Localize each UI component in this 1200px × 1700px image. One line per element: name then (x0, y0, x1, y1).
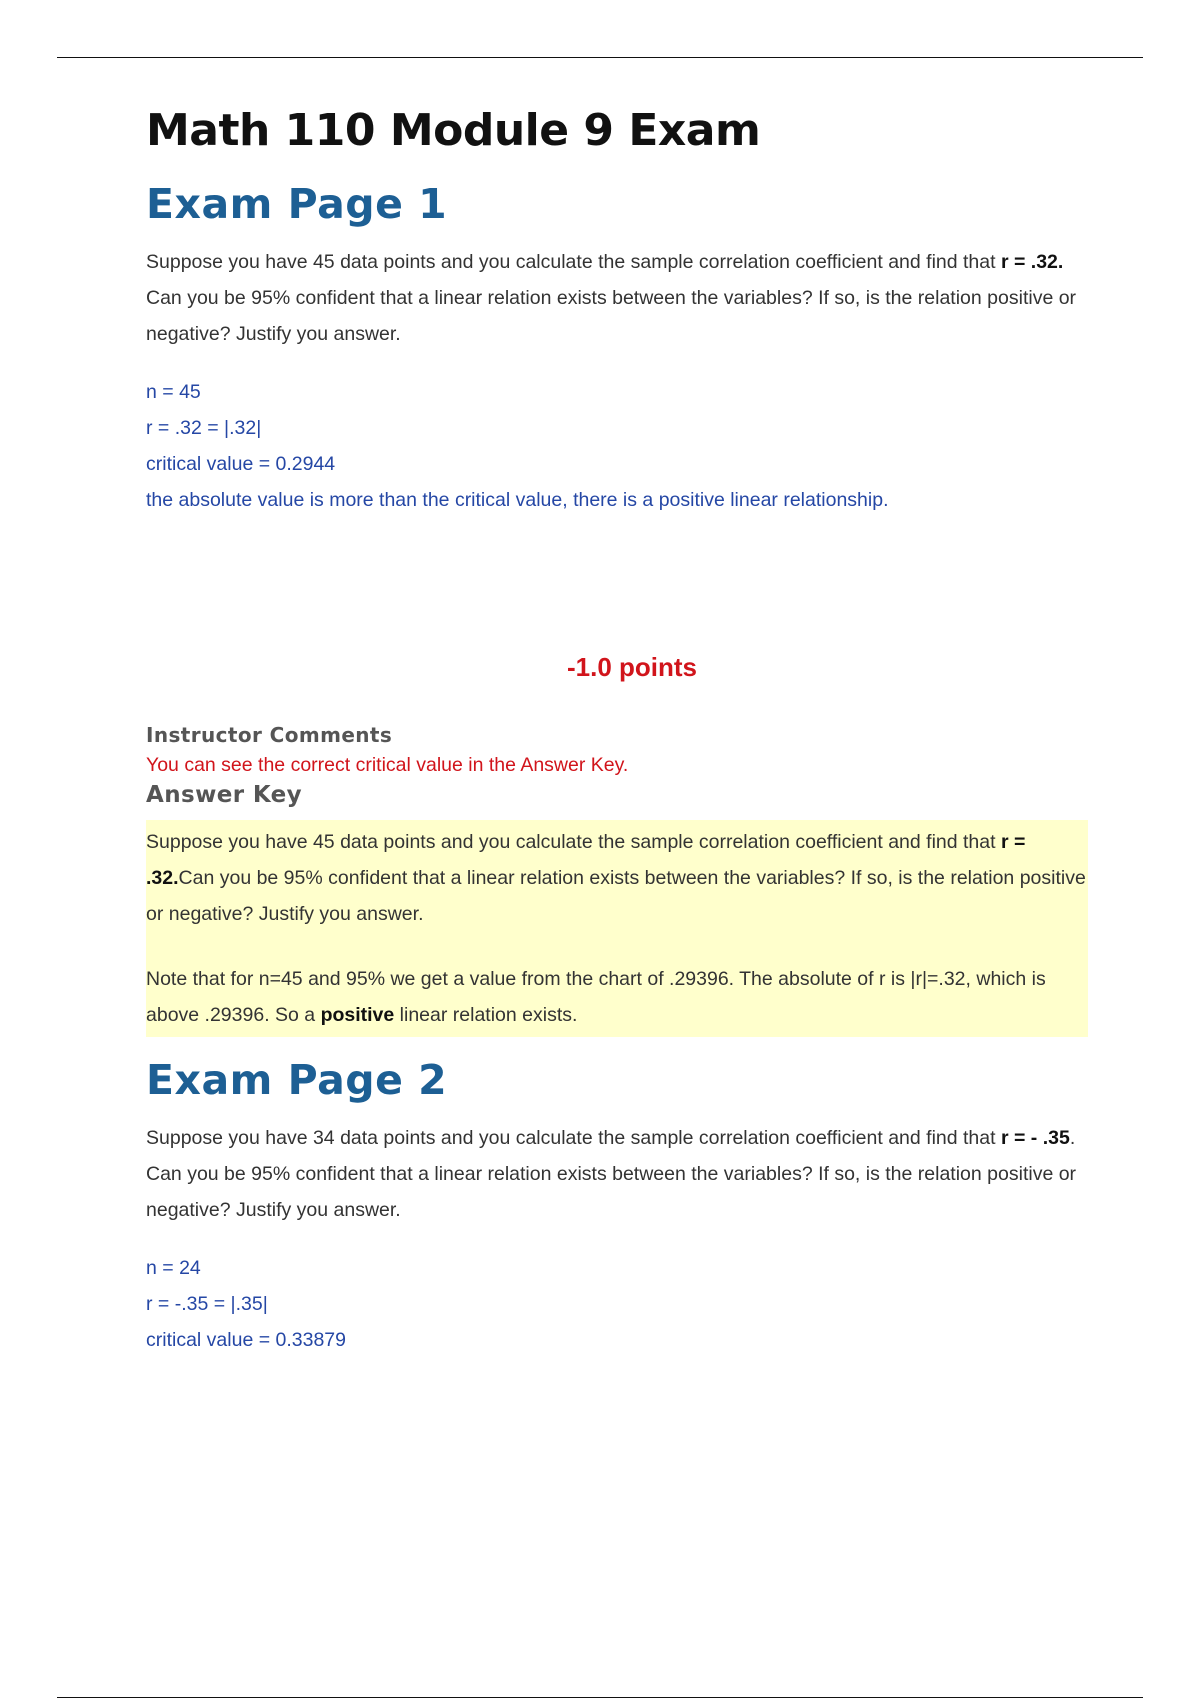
page1-work-line: n = 45 (146, 381, 201, 403)
exam-page-1-heading: Exam Page 1 (146, 180, 448, 228)
top-rule (57, 57, 1143, 58)
answer-key-question (146, 824, 1088, 932)
page2-work-line: r = -.35 = |.35| (146, 1293, 268, 1315)
bottom-rule (57, 1697, 1143, 1698)
answer-key-note-bold: positive (320, 1004, 395, 1026)
document-title: Math 110 Module 9 Exam (146, 105, 761, 156)
answer-key-note-pre: Note that for n=45 and 95% we get a value from the chart of .29396. The absolute of r is |r|=.32, which is above .29396. So a (146, 968, 1046, 1026)
page1-question-post: Can you be 95% confident that a linear relation exists between the variables? If so, is the relation positive or negative? Justify you answer. (146, 287, 1077, 345)
answer-key-note-post: linear relation exists. (394, 1004, 578, 1026)
answer-key-question-pre: Suppose you have 45 data points and you calculate the sample correlation coefficient and find that (146, 831, 1001, 853)
page1-work-line: the absolute value is more than the critical value, there is a positive linear relationship. (146, 489, 889, 511)
page1-work-line: critical value = 0.2944 (146, 453, 336, 475)
answer-key-box (146, 820, 1088, 1037)
page1-question-pre: Suppose you have 45 data points and you calculate the sample correlation coefficient and find that (146, 251, 1001, 273)
page2-question-post: . Can you be 95% confident that a linear relation exists between the variables? If so, is the relation positive or negative? Justify you answer. (146, 1127, 1077, 1221)
document-body (146, 95, 1088, 1358)
page1-question (146, 244, 1088, 352)
page2-work-line: critical value = 0.33879 (146, 1329, 346, 1351)
page1-question-bold: r = .32. (1000, 251, 1064, 273)
page2-question (146, 1120, 1088, 1228)
answer-key-heading: Answer Key (146, 782, 303, 808)
answer-key-question-bold: r = .32. (146, 831, 1026, 889)
instructor-comments-heading: Instructor Comments (146, 723, 393, 747)
exam-page-2-heading: Exam Page 2 (146, 1056, 448, 1104)
page1-work-line: r = .32 = |.32| (146, 417, 262, 439)
instructor-comment-text: You can see the correct critical value in the Answer Key. (146, 754, 629, 776)
points-deduction: -1.0 points (566, 652, 697, 682)
page2-work-line: n = 24 (146, 1257, 201, 1279)
page2-question-bold: r = - .35 (1000, 1127, 1070, 1149)
answer-key-note (146, 961, 1088, 1033)
page2-question-pre: Suppose you have 34 data points and you calculate the sample correlation coefficient and find that (146, 1127, 1001, 1149)
answer-key-question-post: Can you be 95% confident that a linear relation exists between the variables? If so, is the relation positive or negative? Justify you answer. (146, 867, 1086, 925)
page1-student-work (146, 374, 1088, 518)
page2-student-work (146, 1250, 1088, 1358)
